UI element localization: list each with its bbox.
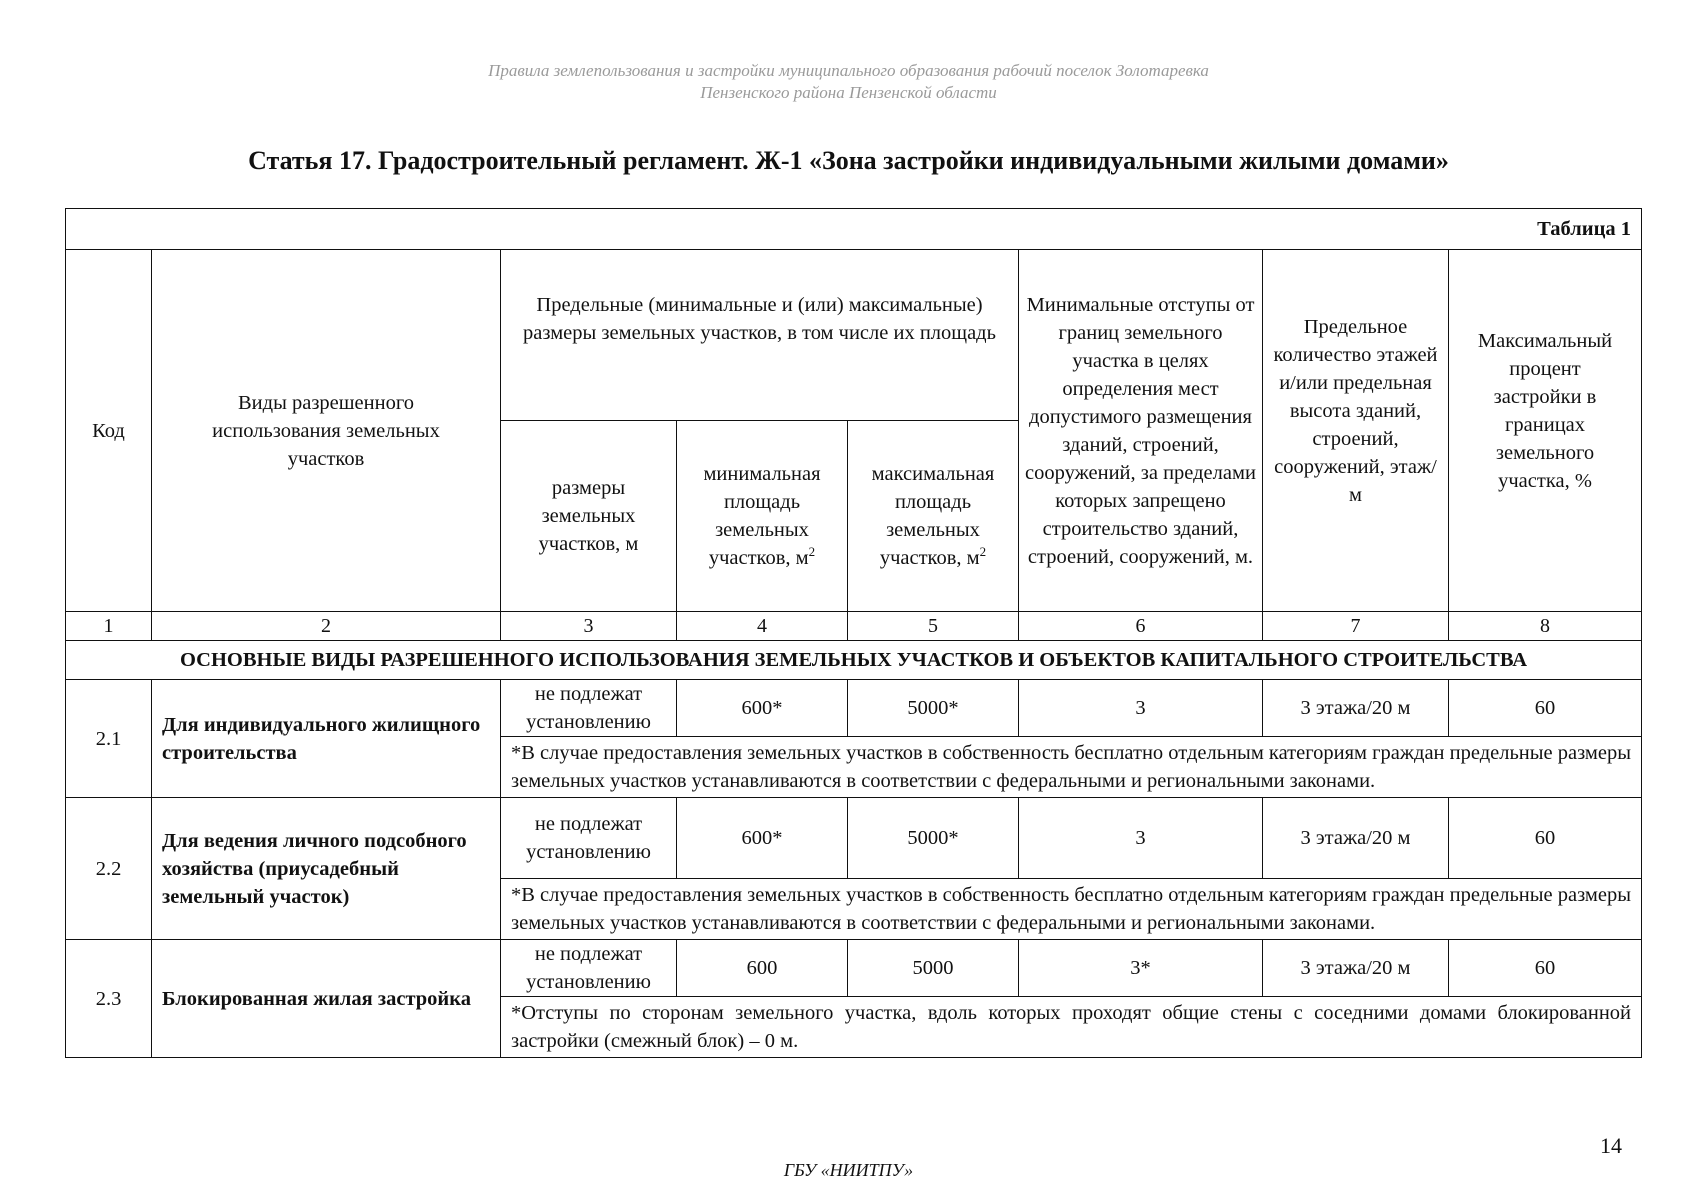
column-number: 2 [152, 612, 501, 641]
table-caption: Таблица 1 [66, 209, 1642, 250]
column-number: 7 [1263, 612, 1449, 641]
row-use-name: Для ведения личного подсобного хозяйства (приусадебный земельный участок) [152, 798, 501, 940]
row-setback: 3* [1019, 940, 1263, 997]
section-title: ОСНОВНЫЕ ВИДЫ РАЗРЕШЕННОГО ИСПОЛЬЗОВАНИЯ ЗЕМЕЛЬНЫХ УЧАСТКОВ И ОБЪЕКТОВ КАПИТАЛЬНОГО СТРОИТЕЛЬСТВА [66, 641, 1642, 680]
header-min-area [677, 421, 848, 612]
row-max-area: 5000* [848, 680, 1019, 737]
header-coverage [1449, 250, 1642, 612]
header-floors-text: Предельное количество этажей и/или предельная высота зданий, строений, сооружений, этаж/м [1273, 315, 1438, 506]
header-max-area-text: максимальная площадь земельных участков, м [871, 463, 995, 569]
row-plot-size: не подлежат установлению [501, 798, 677, 879]
running-header-line-1: Правила землепользования и застройки муниципального образования рабочий поселок Золотаревка [488, 61, 1209, 80]
row-min-area: 600* [677, 798, 848, 879]
header-setbacks: Минимальные отступы от границ земельного участка в целях определения мест допустимого размещения зданий, строений, сооружений, за пределами которых запрещено строительство зданий, строений, сооружений, м. [1019, 250, 1263, 612]
table-row [66, 798, 1642, 879]
column-number: 1 [66, 612, 152, 641]
header-floors [1263, 250, 1449, 612]
header-code: Код [66, 250, 152, 612]
running-header-line-2: Пензенского района Пензенской области [700, 83, 997, 102]
row-min-area: 600 [677, 940, 848, 997]
row-code: 2.1 [66, 680, 152, 798]
column-number: 6 [1019, 612, 1263, 641]
footer-organization: ГБУ «НИИТПУ» [783, 1160, 914, 1180]
row-coverage: 60 [1449, 798, 1642, 879]
row-floors: 3 этажа/20 м [1263, 940, 1449, 997]
header-min-area-unit: 2 [808, 544, 816, 560]
article-title: Статья 17. Градостроительный регламент. Ж-1 «Зона застройки индивидуальными жилыми домами» [248, 146, 1449, 175]
table-row [66, 680, 1642, 737]
column-number: 3 [501, 612, 677, 641]
row-plot-size: не подлежат установлению [501, 940, 677, 997]
header-use-types [152, 250, 501, 612]
row-use-name: Для индивидуального жилищного строительства [152, 680, 501, 798]
row-max-area: 5000 [848, 940, 1019, 997]
row-coverage: 60 [1449, 940, 1642, 997]
page-number: 14 [1600, 1133, 1622, 1158]
running-header [0, 60, 1697, 104]
row-setback: 3 [1019, 798, 1263, 879]
header-coverage-text: Максимальный процент застройки в границах земельного участка, % [1477, 329, 1613, 492]
row-code: 2.2 [66, 798, 152, 940]
header-limits-group [501, 250, 1019, 421]
regulation-table [65, 208, 1642, 1058]
column-number: 4 [677, 612, 848, 641]
column-number: 8 [1449, 612, 1642, 641]
row-min-area: 600* [677, 680, 848, 737]
column-number: 5 [848, 612, 1019, 641]
row-plot-size: не подлежат установлению [501, 680, 677, 737]
row-coverage: 60 [1449, 680, 1642, 737]
row-note: *Отступы по сторонам земельного участка, вдоль которых проходят общие стены с соседними домами блокированной застройки (смежный блок) – 0 м. [501, 997, 1642, 1058]
header-plot-size [501, 421, 677, 612]
header-max-area-unit: 2 [979, 544, 987, 560]
row-note: *В случае предоставления земельных участков в собственность бесплатно отдельным категориям граждан предельные размеры земельных участков устанавливаются в соответствии с федеральными и региональными законами. [501, 879, 1642, 940]
header-max-area [848, 421, 1019, 612]
row-floors: 3 этажа/20 м [1263, 680, 1449, 737]
row-max-area: 5000* [848, 798, 1019, 879]
row-floors: 3 этажа/20 м [1263, 798, 1449, 879]
header-min-area-text: минимальная площадь земельных участков, м [703, 463, 821, 569]
header-use-types-text: Виды разрешенного использования земельных участков [212, 391, 440, 470]
header-plot-size-text: размеры земельных участков, м [538, 477, 639, 555]
row-code: 2.3 [66, 940, 152, 1058]
header-limits-group-text: Предельные (минимальные и (или) максимальные) размеры земельных участков, в том числе их площадь [523, 294, 996, 344]
row-setback: 3 [1019, 680, 1263, 737]
table-row [66, 940, 1642, 997]
row-use-name: Блокированная жилая застройка [152, 940, 501, 1058]
row-note: *В случае предоставления земельных участков в собственность бесплатно отдельным категориям граждан предельные размеры земельных участков устанавливаются в соответствии с федеральными и региональными законами. [501, 737, 1642, 798]
